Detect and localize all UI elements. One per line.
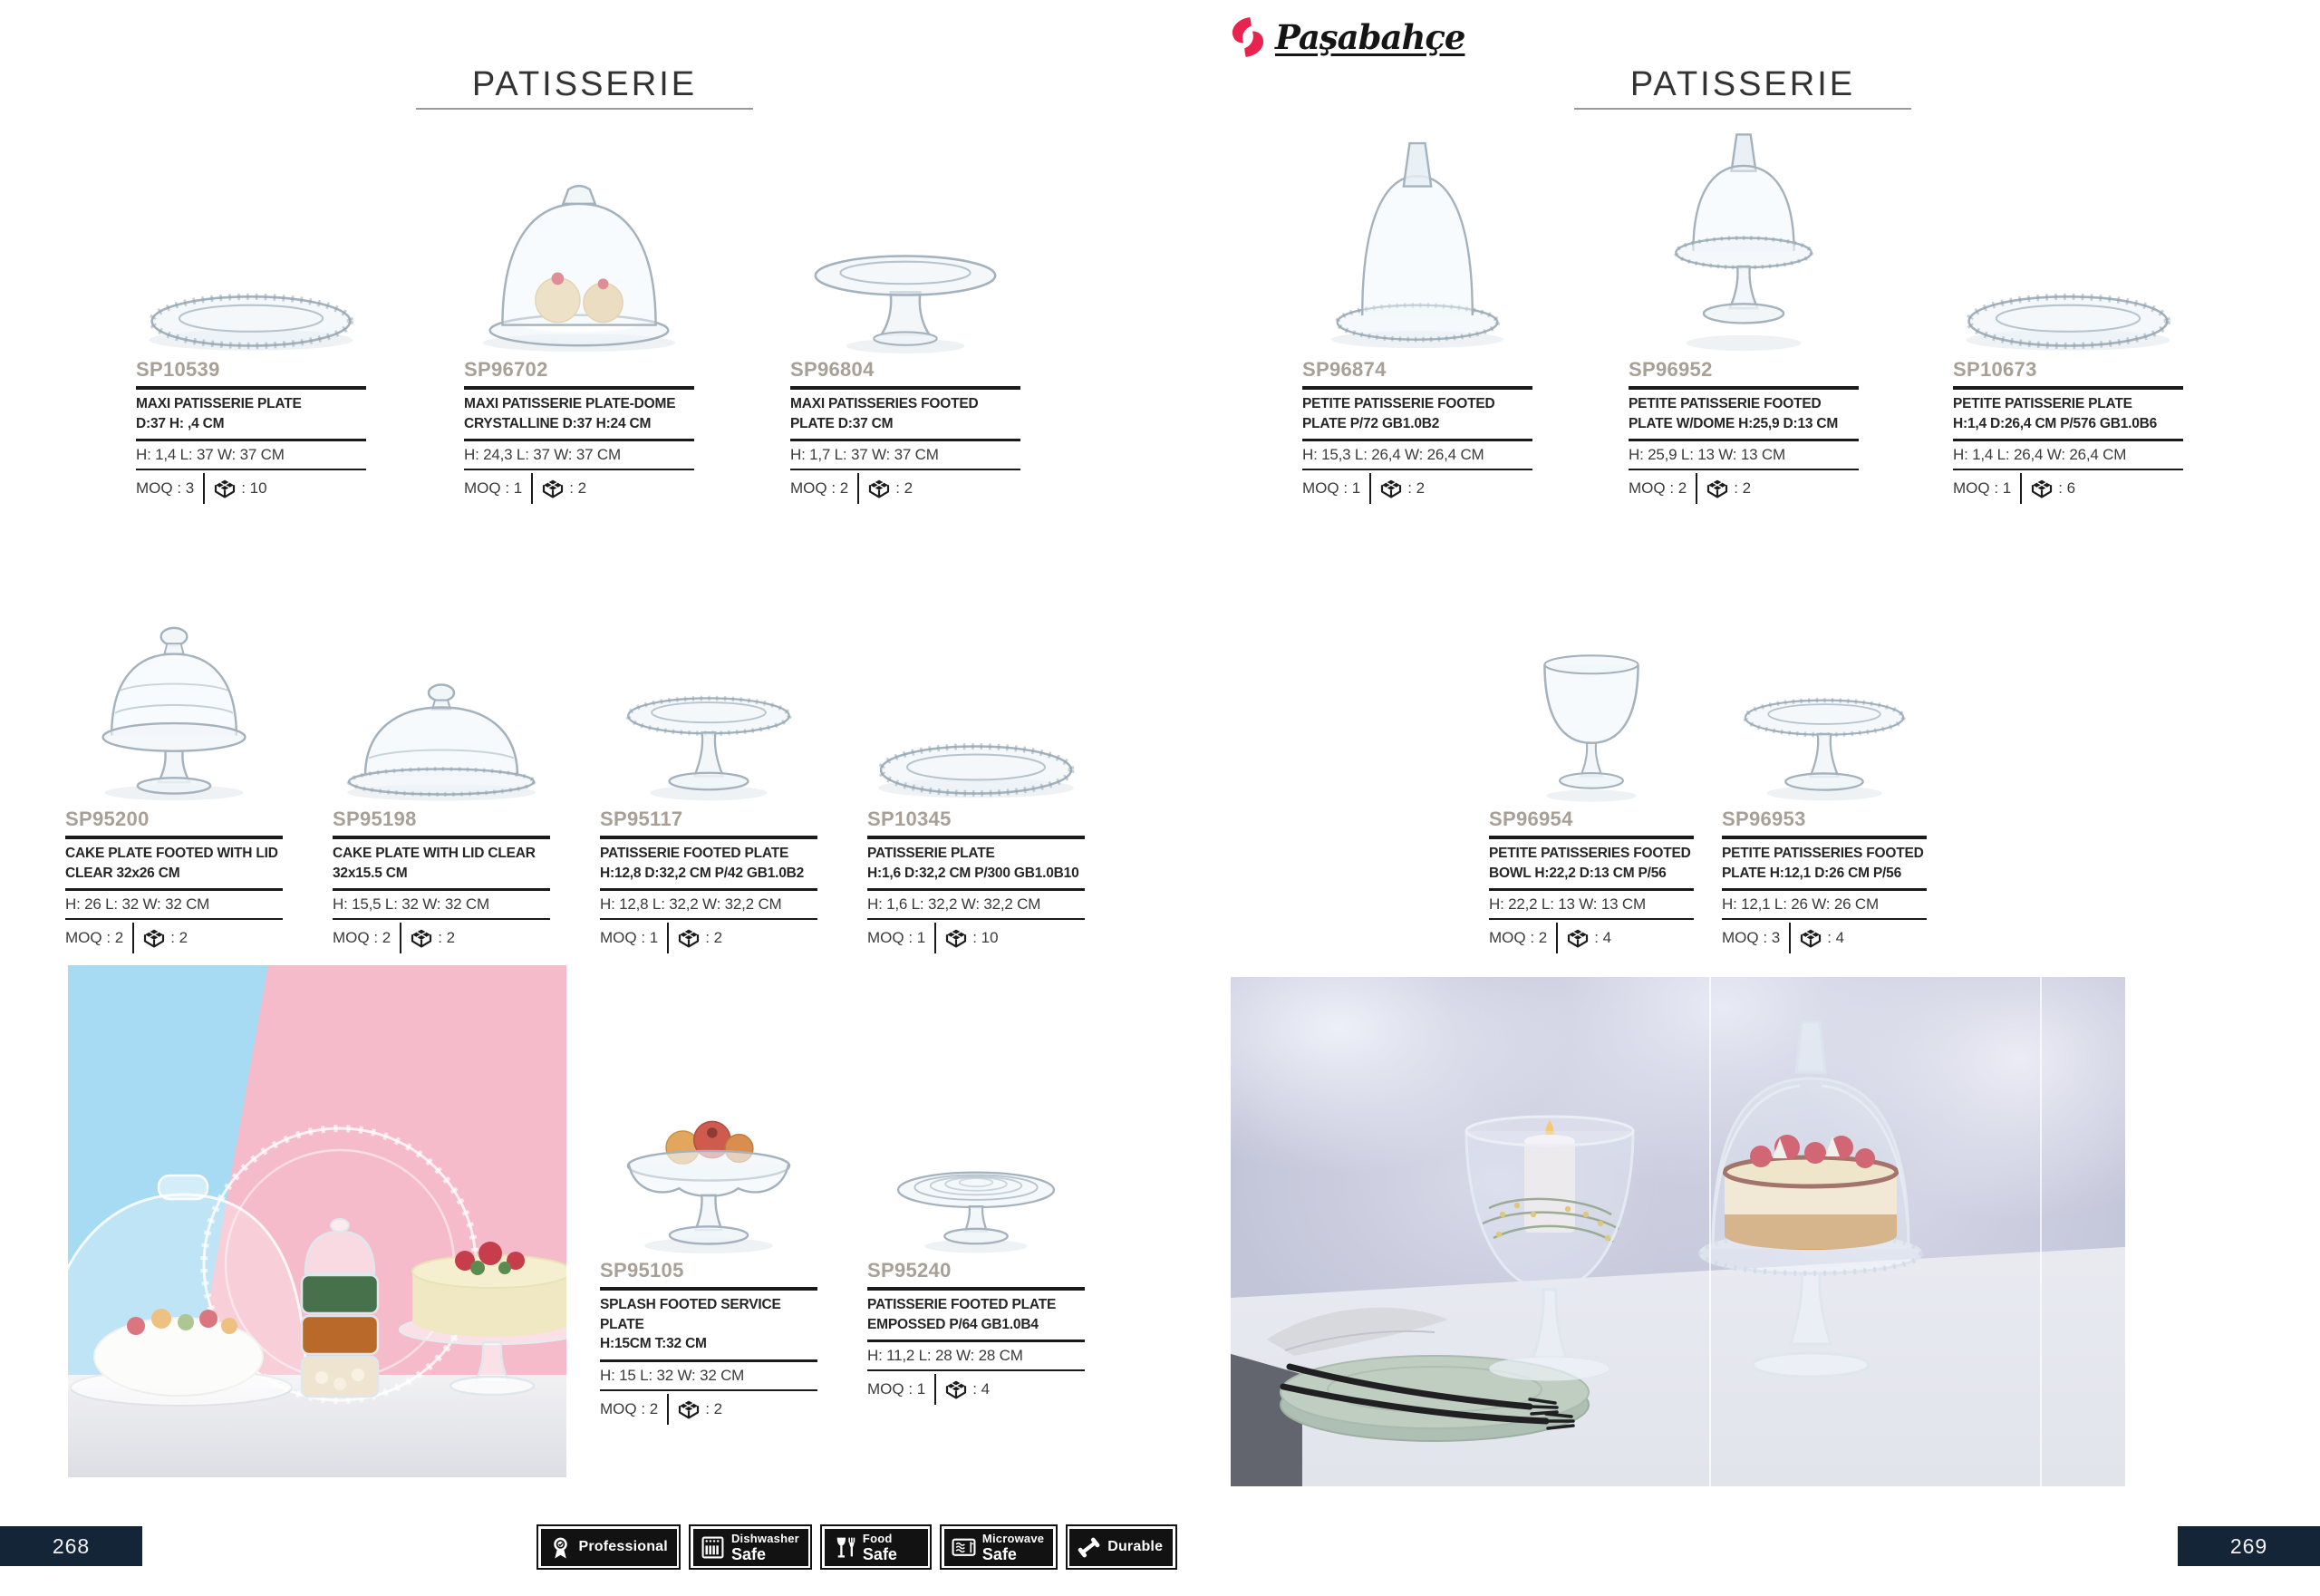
product-code: SP10673 xyxy=(1953,358,2037,381)
divider xyxy=(1789,923,1791,953)
product-pack-qty: : 6 xyxy=(2058,479,2076,498)
product-dimensions: H: 11,2 L: 28 W: 28 CM xyxy=(867,1347,1023,1365)
product-dimensions: H: 15,5 L: 32 W: 32 CM xyxy=(333,895,489,914)
product-pack-qty: : 4 xyxy=(1827,929,1845,947)
carton-icon xyxy=(944,1379,968,1399)
divider xyxy=(132,923,134,953)
product-moq: MOQ : 1 xyxy=(867,929,926,947)
divider xyxy=(531,473,533,504)
product-card xyxy=(464,109,694,504)
product-name-line1: CAKE PLATE WITH LID CLEAR xyxy=(333,846,536,861)
dumbbell-icon xyxy=(1077,1535,1101,1560)
badge-dishwasher-safe xyxy=(689,1524,812,1570)
carton-icon xyxy=(1706,479,1729,498)
product-dimensions: H: 15 L: 32 W: 32 CM xyxy=(600,1367,745,1385)
product-code: SP95200 xyxy=(65,808,150,830)
divider xyxy=(857,473,859,504)
product-pack-qty: : 2 xyxy=(170,929,188,947)
pasabahce-logo-text: Paşabahçe xyxy=(1275,17,1465,57)
product-name-line2: H:1,4 D:26,4 CM P/576 GB1.0B6 xyxy=(1953,415,2158,431)
product-photo xyxy=(867,1044,1085,1256)
product-name-line2: PLATE D:37 CM xyxy=(790,415,894,431)
product-pack-qty: : 2 xyxy=(1734,479,1752,498)
product-pack-qty: : 2 xyxy=(705,1400,723,1418)
product-name-line1: PETITE PATISSERIE FOOTED xyxy=(1302,396,1495,411)
product-dimensions: H: 12,8 L: 32,2 W: 32,2 CM xyxy=(600,895,782,914)
product-moq: MOQ : 2 xyxy=(790,479,849,498)
product-name-line1: CAKE PLATE FOOTED WITH LID xyxy=(65,846,278,861)
product-dimensions: H: 1,4 L: 26,4 W: 26,4 CM xyxy=(1953,446,2127,464)
product-name-line2: H:1,6 D:32,2 CM P/300 GB1.0B10 xyxy=(867,865,1079,881)
badge-microwave-safe xyxy=(940,1524,1057,1570)
product-card xyxy=(867,589,1085,953)
product-photo xyxy=(65,589,283,805)
certification-badges xyxy=(536,1524,1177,1570)
product-photo xyxy=(600,589,817,805)
product-name-line2: PLATE W/DOME H:25,9 D:13 CM xyxy=(1629,415,1839,431)
product-photo xyxy=(1489,589,1694,805)
product-name-line1: PETITE PATISSERIES FOOTED xyxy=(1489,846,1691,861)
product-moq: MOQ : 1 xyxy=(867,1380,926,1398)
product-pack-qty: : 2 xyxy=(569,479,587,498)
product-dimensions: H: 25,9 L: 13 W: 13 CM xyxy=(1629,446,1785,464)
product-code: SP95240 xyxy=(867,1259,952,1282)
product-card xyxy=(1302,109,1532,504)
divider xyxy=(1696,473,1697,504)
badge-label-2: Safe xyxy=(981,1544,1017,1563)
page-number-left: 268 xyxy=(0,1526,142,1566)
badge-label: Food xyxy=(862,1531,893,1545)
product-name-line2: CRYSTALLINE D:37 H:24 CM xyxy=(464,415,652,431)
carton-icon xyxy=(677,928,701,948)
carton-icon xyxy=(2030,479,2054,498)
product-pack-qty: : 2 xyxy=(438,929,456,947)
divider xyxy=(934,1374,936,1405)
lifestyle-photo-left-art xyxy=(68,965,566,1477)
badge-label-2: Safe xyxy=(862,1544,897,1563)
badge-label: Dishwasher xyxy=(730,1531,799,1545)
product-dimensions: H: 22,2 L: 13 W: 13 CM xyxy=(1489,895,1646,914)
product-moq: MOQ : 1 xyxy=(600,929,659,947)
product-dimensions: H: 24,3 L: 37 W: 37 CM xyxy=(464,446,621,464)
carton-icon xyxy=(213,479,237,498)
carton-icon xyxy=(1379,479,1403,498)
badge-professional xyxy=(536,1524,681,1570)
lifestyle-photo-right-art xyxy=(1231,977,2125,1486)
product-card xyxy=(1489,589,1694,953)
product-card xyxy=(867,1044,1085,1405)
carton-icon xyxy=(410,928,433,948)
product-card xyxy=(600,1044,817,1425)
product-moq: MOQ : 1 xyxy=(1953,479,2012,498)
lifestyle-photo-left xyxy=(68,965,566,1477)
product-photo xyxy=(1953,109,2183,355)
microwave-icon xyxy=(952,1535,976,1560)
product-moq: MOQ : 2 xyxy=(333,929,392,947)
product-dimensions: H: 12,1 L: 26 W: 26 CM xyxy=(1722,895,1879,914)
product-photo xyxy=(333,589,550,805)
product-pack-qty: : 10 xyxy=(241,479,267,498)
page-title-left: PATISSERIE xyxy=(471,65,698,103)
product-moq: MOQ : 2 xyxy=(65,929,124,947)
product-pack-qty: : 2 xyxy=(705,929,723,947)
product-name-line2: H:12,8 D:32,2 CM P/42 GB1.0B2 xyxy=(600,865,805,881)
product-pack-qty: : 2 xyxy=(1407,479,1426,498)
product-name-line1: SPLASH FOOTED SERVICE PLATE xyxy=(600,1297,781,1332)
badge-durable xyxy=(1066,1524,1177,1570)
badge-food-safe xyxy=(820,1524,932,1570)
carton-icon xyxy=(142,928,166,948)
carton-icon xyxy=(677,1399,701,1419)
product-moq: MOQ : 2 xyxy=(600,1400,659,1418)
product-dimensions: H: 15,3 L: 26,4 W: 26,4 CM xyxy=(1302,446,1484,464)
product-name-line2: PLATE H:12,1 D:26 CM P/56 xyxy=(1722,865,1901,881)
product-pack-qty: : 2 xyxy=(895,479,914,498)
divider xyxy=(667,1394,669,1425)
product-card xyxy=(1953,109,2183,504)
divider xyxy=(667,923,669,953)
product-code: SP96952 xyxy=(1629,358,1713,381)
product-card xyxy=(136,109,366,504)
product-code: SP95198 xyxy=(333,808,417,830)
product-card xyxy=(600,589,817,953)
product-code: SP95117 xyxy=(600,808,683,830)
product-name-line2: PLATE P/72 GB1.0B2 xyxy=(1302,415,1440,431)
pasabahce-logo-icon xyxy=(1230,16,1266,58)
product-name-line1: MAXI PATISSERIE PLATE-DOME xyxy=(464,396,676,411)
badge-label: Microwave xyxy=(981,1531,1045,1545)
page-fold-line xyxy=(1709,977,1711,1486)
product-code: SP95105 xyxy=(600,1259,684,1282)
product-code: SP96702 xyxy=(464,358,548,381)
product-photo xyxy=(790,109,1020,355)
product-photo xyxy=(1302,109,1532,355)
carton-icon xyxy=(1799,928,1822,948)
product-moq: MOQ : 3 xyxy=(1722,929,1781,947)
product-photo xyxy=(1722,589,1927,805)
food-glass-fork-icon xyxy=(832,1535,856,1560)
medal-icon xyxy=(548,1535,573,1560)
product-moq: MOQ : 1 xyxy=(1302,479,1361,498)
product-name-line1: MAXI PATISSERIE PLATE xyxy=(136,396,302,411)
product-name-line2: H:15CM T:32 CM xyxy=(600,1336,707,1352)
carton-icon xyxy=(867,479,891,498)
carton-icon xyxy=(541,479,565,498)
product-pack-qty: : 10 xyxy=(972,929,999,947)
product-photo xyxy=(867,589,1085,805)
product-card xyxy=(65,589,283,953)
product-card xyxy=(1722,589,1927,953)
badge-label: Professional xyxy=(578,1539,668,1554)
divider xyxy=(203,473,205,504)
divider xyxy=(2020,473,2022,504)
carton-icon xyxy=(944,928,968,948)
product-dimensions: H: 1,6 L: 32,2 W: 32,2 CM xyxy=(867,895,1041,914)
product-name-line2: EMPOSSED P/64 GB1.0B4 xyxy=(867,1316,1039,1332)
product-name-line2: 32x15.5 CM xyxy=(333,865,408,881)
product-moq: MOQ : 1 xyxy=(464,479,523,498)
product-card xyxy=(1629,109,1859,504)
product-card xyxy=(790,109,1020,504)
divider xyxy=(934,923,936,953)
product-name-line1: PATISSERIE PLATE xyxy=(867,846,995,861)
carton-icon xyxy=(1566,928,1590,948)
pasabahce-logo xyxy=(1230,16,1464,58)
product-code: SP96953 xyxy=(1722,808,1806,830)
product-moq: MOQ : 3 xyxy=(136,479,195,498)
product-name-line2: D:37 H: ,4 CM xyxy=(136,415,225,431)
product-code: SP10345 xyxy=(867,808,952,830)
product-name-line1: PETITE PATISSERIE FOOTED xyxy=(1629,396,1822,411)
badge-label-2: Safe xyxy=(730,1544,766,1563)
product-pack-qty: : 4 xyxy=(1594,929,1612,947)
product-pack-qty: : 4 xyxy=(972,1380,991,1398)
product-name-line1: PETITE PATISSERIE PLATE xyxy=(1953,396,2132,411)
product-code: SP96874 xyxy=(1302,358,1387,381)
product-code: SP10539 xyxy=(136,358,220,381)
divider xyxy=(1369,473,1371,504)
product-card xyxy=(333,589,550,953)
product-code: SP96804 xyxy=(790,358,875,381)
product-moq: MOQ : 2 xyxy=(1489,929,1548,947)
product-name-line2: CLEAR 32x26 CM xyxy=(65,865,180,881)
product-dimensions: H: 1,4 L: 37 W: 37 CM xyxy=(136,446,285,464)
product-photo xyxy=(136,109,366,355)
dishwasher-icon xyxy=(701,1535,725,1560)
divider xyxy=(400,923,401,953)
product-code: SP96954 xyxy=(1489,808,1573,830)
product-photo xyxy=(600,1044,817,1256)
badge-label: Durable xyxy=(1107,1539,1164,1554)
product-name-line1: PATISSERIE FOOTED PLATE xyxy=(600,846,789,861)
product-name-line2: BOWL H:22,2 D:13 CM P/56 xyxy=(1489,865,1667,881)
product-name-line1: PATISSERIE FOOTED PLATE xyxy=(867,1297,1057,1312)
page-number-right: 269 xyxy=(2178,1526,2320,1566)
divider xyxy=(1556,923,1558,953)
product-photo xyxy=(1629,109,1859,355)
page-title-right: PATISSERIE xyxy=(1629,65,1856,103)
product-name-line1: MAXI PATISSERIES FOOTED xyxy=(790,396,979,411)
product-dimensions: H: 1,7 L: 37 W: 37 CM xyxy=(790,446,939,464)
product-dimensions: H: 26 L: 32 W: 32 CM xyxy=(65,895,210,914)
product-photo xyxy=(464,109,694,355)
product-name-line1: PETITE PATISSERIES FOOTED xyxy=(1722,846,1924,861)
page-fold-line xyxy=(2040,977,2042,1486)
product-moq: MOQ : 2 xyxy=(1629,479,1687,498)
lifestyle-photo-right xyxy=(1231,977,2125,1486)
